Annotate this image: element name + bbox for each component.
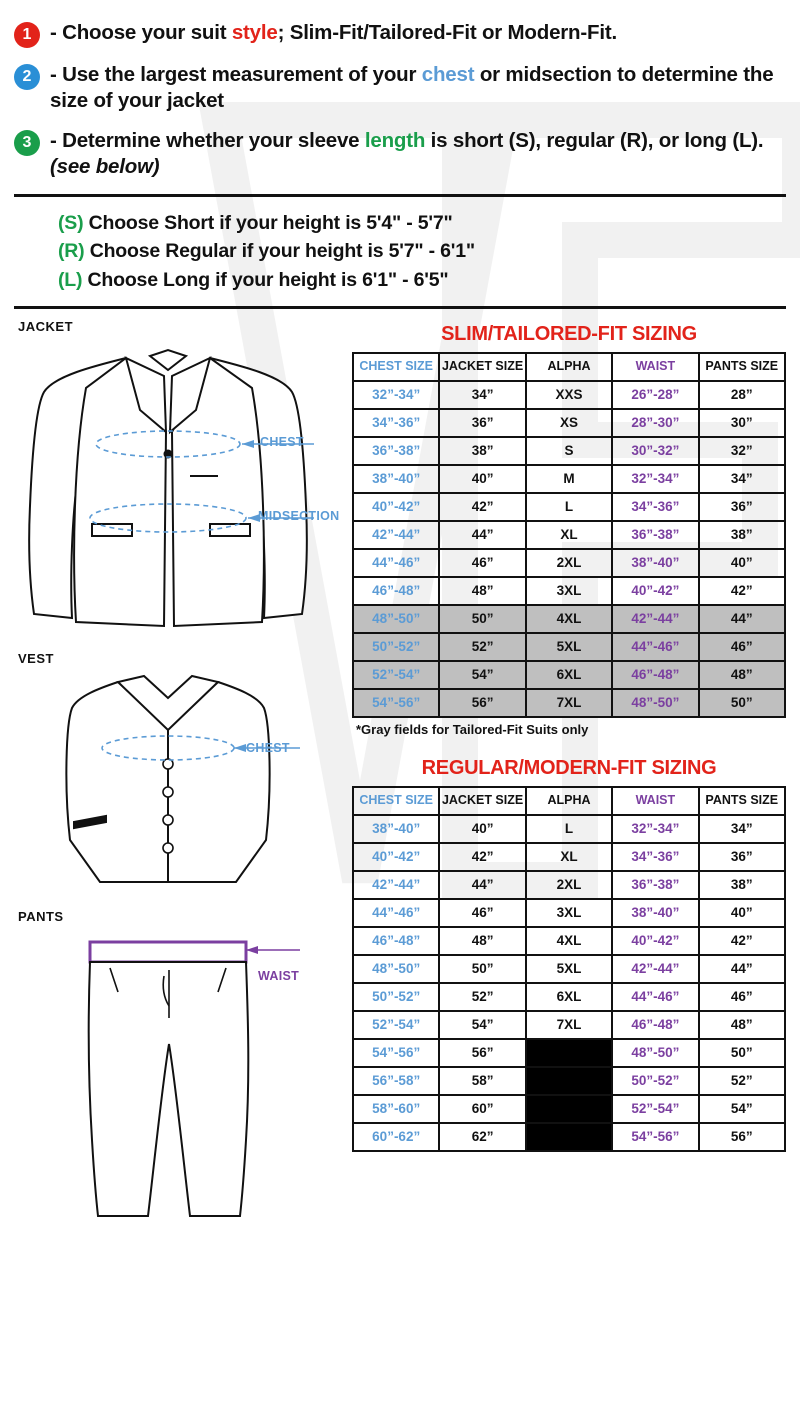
cell-pants: 50”: [699, 689, 785, 717]
cell-waist: 32”-34”: [612, 465, 698, 493]
instruction-item: [14, 128, 786, 180]
cell-waist: 48”-50”: [612, 1039, 698, 1067]
cell-chest: 46”-48”: [353, 927, 439, 955]
cell-chest: 34”-36”: [353, 409, 439, 437]
step-badge-1: 1: [14, 22, 40, 48]
divider-bottom: [14, 306, 786, 309]
cell-waist: 40”-42”: [612, 927, 698, 955]
callout-pants-waist: WAIST: [258, 968, 300, 983]
table-row: [353, 633, 785, 661]
cell-jacket: 40”: [439, 815, 525, 843]
cell-waist: 46”-48”: [612, 1011, 698, 1039]
instruction-text-3: [50, 128, 786, 180]
cell-jacket: 56”: [439, 1039, 525, 1067]
th-jacket-size: JACKET SIZE: [439, 353, 525, 381]
cell-alpha: 5XL: [526, 633, 612, 661]
table-row: [353, 549, 785, 577]
cell-chest: 38”-40”: [353, 815, 439, 843]
cell-chest: 52”-54”: [353, 1011, 439, 1039]
cell-alpha: XS: [526, 409, 612, 437]
cell-chest: 58”-60”: [353, 1095, 439, 1123]
height-guide-line: [58, 266, 786, 294]
callout-jacket-midsection: MIDSECTION: [258, 508, 340, 523]
cell-waist: 42”-44”: [612, 955, 698, 983]
vest-diagram: [14, 668, 350, 898]
cell-chest: 54”-56”: [353, 1039, 439, 1067]
cell-pants: 44”: [699, 605, 785, 633]
height-code-l: (L): [58, 268, 83, 291]
instruction-item: [14, 62, 786, 114]
th-alpha: ALPHA: [526, 787, 612, 815]
cell-waist: 54”-56”: [612, 1123, 698, 1151]
cell-waist: 48”-50”: [612, 689, 698, 717]
table-row: [353, 871, 785, 899]
inst3-seg1: length: [364, 129, 426, 153]
cell-pants: 28”: [699, 381, 785, 409]
cell-pants: 36”: [699, 843, 785, 871]
cell-jacket: 38”: [439, 437, 525, 465]
table-row: [353, 899, 785, 927]
cell-alpha: 4XL: [526, 927, 612, 955]
cell-pants: 42”: [699, 577, 785, 605]
divider-top: [14, 194, 786, 197]
cell-waist: 42”-44”: [612, 605, 698, 633]
th-jacket-size: JACKET SIZE: [439, 787, 525, 815]
cell-chest: 40”-42”: [353, 493, 439, 521]
regular-modern-fit-table: [352, 786, 786, 1152]
table-row: [353, 1067, 785, 1095]
table-row: [353, 381, 785, 409]
table-row: [353, 1011, 785, 1039]
table-row: [353, 437, 785, 465]
cell-alpha: 4XL: [526, 605, 612, 633]
height-text-r: Choose Regular if your height is 5'7" - 6'1": [89, 240, 475, 263]
cell-jacket: 42”: [439, 493, 525, 521]
callout-jacket-chest: CHEST: [260, 434, 304, 449]
cell-waist: 44”-46”: [612, 983, 698, 1011]
cell-chest: 42”-44”: [353, 521, 439, 549]
cell-chest: 56”-58”: [353, 1067, 439, 1095]
th-chest-size: CHEST SIZE: [353, 787, 439, 815]
cell-jacket: 34”: [439, 381, 525, 409]
cell-jacket: 52”: [439, 633, 525, 661]
cell-waist: 38”-40”: [612, 549, 698, 577]
cell-waist: 40”-42”: [612, 577, 698, 605]
cell-pants: 38”: [699, 521, 785, 549]
cell-pants: 30”: [699, 409, 785, 437]
cell-alpha-empty: [526, 1123, 612, 1151]
table1-title: SLIM/TAILORED-FIT SIZING: [441, 322, 697, 345]
cell-alpha: 2XL: [526, 549, 612, 577]
callout-vest-chest: CHEST: [246, 740, 290, 755]
cell-pants: 52”: [699, 1067, 785, 1095]
sizing-tables: [350, 319, 786, 1231]
cell-alpha: 3XL: [526, 577, 612, 605]
cell-chest: 32”-34”: [353, 381, 439, 409]
cell-waist: 30”-32”: [612, 437, 698, 465]
cell-chest: 50”-52”: [353, 983, 439, 1011]
cell-chest: 60”-62”: [353, 1123, 439, 1151]
cell-chest: 40”-42”: [353, 843, 439, 871]
pants-label: PANTS: [18, 908, 64, 924]
cell-alpha-empty: [526, 1067, 612, 1095]
table-row: [353, 493, 785, 521]
table-row: [353, 409, 785, 437]
cell-jacket: 48”: [439, 927, 525, 955]
cell-jacket: 42”: [439, 843, 525, 871]
pants-diagram: [14, 926, 350, 1226]
height-code-r: (R): [58, 240, 85, 263]
cell-waist: 34”-36”: [612, 843, 698, 871]
cell-chest: 52”-54”: [353, 661, 439, 689]
table-row: [353, 955, 785, 983]
cell-waist: 52”-54”: [612, 1095, 698, 1123]
table-row: [353, 927, 785, 955]
cell-waist: 34”-36”: [612, 493, 698, 521]
table-row: [353, 983, 785, 1011]
cell-chest: 50”-52”: [353, 633, 439, 661]
cell-waist: 38”-40”: [612, 899, 698, 927]
cell-jacket: 54”: [439, 1011, 525, 1039]
inst2-seg1: chest: [421, 63, 475, 86]
slim-tailored-fit-table: [352, 352, 786, 718]
inst1-seg1: style: [231, 21, 278, 44]
cell-alpha: 5XL: [526, 955, 612, 983]
cell-alpha: 7XL: [526, 1011, 612, 1039]
th-alpha: ALPHA: [526, 353, 612, 381]
cell-jacket: 44”: [439, 871, 525, 899]
table-row: [353, 815, 785, 843]
cell-chest: 44”-46”: [353, 549, 439, 577]
table-row: [353, 465, 785, 493]
cell-chest: 54”-56”: [353, 689, 439, 717]
th-waist: WAIST: [612, 787, 698, 815]
table-row: [353, 689, 785, 717]
height-guide-line: [58, 209, 786, 237]
cell-waist: 32”-34”: [612, 815, 698, 843]
cell-alpha-empty: [526, 1095, 612, 1123]
cell-jacket: 58”: [439, 1067, 525, 1095]
height-code-s: (S): [58, 212, 84, 235]
table-row: [353, 1039, 785, 1067]
cell-pants: 56”: [699, 1123, 785, 1151]
cell-waist: 50”-52”: [612, 1067, 698, 1095]
inst3-seg0: - Determine whether your sleeve: [50, 129, 365, 153]
jacket-label: JACKET: [18, 318, 74, 334]
cell-waist: 36”-38”: [612, 871, 698, 899]
cell-alpha: 7XL: [526, 689, 612, 717]
cell-jacket: 54”: [439, 661, 525, 689]
inst3-seg3: (see below): [50, 155, 160, 179]
cell-pants: 42”: [699, 927, 785, 955]
table-header-row: [353, 353, 785, 381]
cell-alpha-empty: [526, 1039, 612, 1067]
th-chest-size: CHEST SIZE: [353, 353, 439, 381]
cell-chest: 38”-40”: [353, 465, 439, 493]
cell-waist: 28”-30”: [612, 409, 698, 437]
table1-note: *Gray fields for Tailored-Fit Suits only: [356, 721, 589, 737]
cell-jacket: 62”: [439, 1123, 525, 1151]
cell-alpha: XL: [526, 521, 612, 549]
cell-waist: 36”-38”: [612, 521, 698, 549]
cell-jacket: 44”: [439, 521, 525, 549]
cell-jacket: 50”: [439, 955, 525, 983]
th-pants-size: PANTS SIZE: [699, 787, 785, 815]
table-row: [353, 521, 785, 549]
cell-pants: 34”: [699, 815, 785, 843]
table-row: [353, 661, 785, 689]
table-row: [353, 577, 785, 605]
cell-chest: 48”-50”: [353, 605, 439, 633]
cell-chest: 36”-38”: [353, 437, 439, 465]
cell-pants: 48”: [699, 1011, 785, 1039]
cell-waist: 44”-46”: [612, 633, 698, 661]
inst2-seg0: - Use the largest measurement of your: [50, 63, 422, 86]
inst1-seg0: - Choose your suit: [50, 21, 232, 44]
height-guide: [14, 207, 786, 300]
height-text-s: Choose Short if your height is 5'4" - 5'7": [88, 212, 453, 235]
cell-chest: 44”-46”: [353, 899, 439, 927]
table-row: [353, 1123, 785, 1151]
cell-alpha: L: [526, 815, 612, 843]
cell-alpha: 6XL: [526, 661, 612, 689]
cell-chest: 42”-44”: [353, 871, 439, 899]
th-pants-size: PANTS SIZE: [699, 353, 785, 381]
th-waist: WAIST: [612, 353, 698, 381]
cell-pants: 48”: [699, 661, 785, 689]
inst3-seg2: is short (S), regular (R), or long (L).: [425, 129, 764, 153]
cell-jacket: 46”: [439, 899, 525, 927]
cell-pants: 46”: [699, 983, 785, 1011]
cell-alpha: S: [526, 437, 612, 465]
cell-waist: 26”-28”: [612, 381, 698, 409]
cell-jacket: 60”: [439, 1095, 525, 1123]
cell-pants: 34”: [699, 465, 785, 493]
cell-alpha: XXS: [526, 381, 612, 409]
cell-pants: 36”: [699, 493, 785, 521]
cell-pants: 40”: [699, 899, 785, 927]
cell-jacket: 56”: [439, 689, 525, 717]
cell-pants: 38”: [699, 871, 785, 899]
garment-diagrams: [14, 319, 350, 1231]
cell-alpha: M: [526, 465, 612, 493]
cell-alpha: 6XL: [526, 983, 612, 1011]
cell-alpha: 2XL: [526, 871, 612, 899]
cell-pants: 32”: [699, 437, 785, 465]
vest-label: VEST: [18, 650, 54, 666]
cell-jacket: 46”: [439, 549, 525, 577]
height-guide-line: [58, 237, 786, 265]
cell-pants: 40”: [699, 549, 785, 577]
instruction-text-2: [50, 62, 786, 114]
cell-pants: 46”: [699, 633, 785, 661]
height-text-l: Choose Long if your height is 6'1" - 6'5": [87, 268, 449, 291]
cell-jacket: 40”: [439, 465, 525, 493]
cell-jacket: 50”: [439, 605, 525, 633]
instruction-item: [14, 20, 786, 48]
cell-alpha: XL: [526, 843, 612, 871]
jacket-diagram: [14, 336, 350, 636]
cell-jacket: 48”: [439, 577, 525, 605]
table2-title: REGULAR/MODERN-FIT SIZING: [421, 756, 717, 779]
cell-alpha: 3XL: [526, 899, 612, 927]
table-row: [353, 605, 785, 633]
inst1-seg2: ; Slim-Fit/Tailored-Fit or Modern-Fit.: [277, 21, 617, 44]
cell-pants: 44”: [699, 955, 785, 983]
step-badge-3: 3: [14, 130, 40, 156]
instruction-text-1: [50, 20, 617, 46]
cell-jacket: 36”: [439, 409, 525, 437]
cell-jacket: 52”: [439, 983, 525, 1011]
table-row: [353, 1095, 785, 1123]
cell-alpha: L: [526, 493, 612, 521]
cell-pants: 54”: [699, 1095, 785, 1123]
cell-waist: 46”-48”: [612, 661, 698, 689]
cell-chest: 48”-50”: [353, 955, 439, 983]
step-badge-2: 2: [14, 64, 40, 90]
inst2-seg2: or midsection to determine the size of your jacket: [50, 63, 774, 113]
cell-chest: 46”-48”: [353, 577, 439, 605]
table-header-row: [353, 787, 785, 815]
table-row: [353, 843, 785, 871]
instructions-list: [14, 20, 786, 180]
cell-pants: 50”: [699, 1039, 785, 1067]
